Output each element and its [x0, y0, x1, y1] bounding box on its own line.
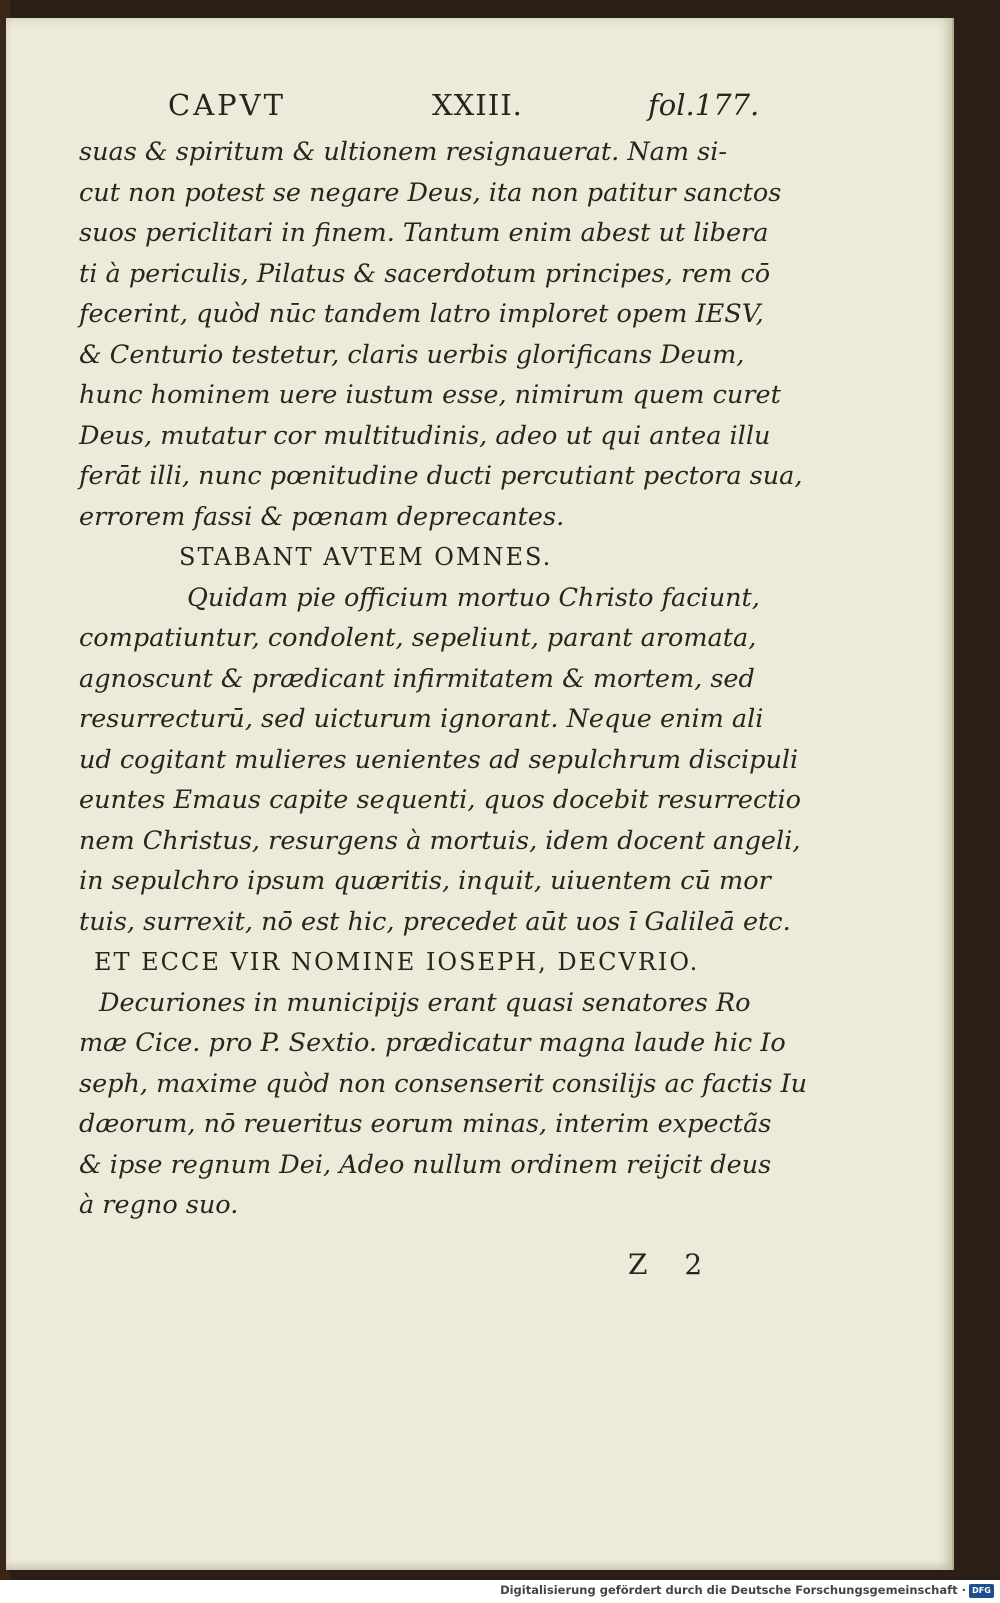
text-line: Deus, mutatur cor multitudinis, adeo ut qui antea illu — [79, 420, 771, 451]
text-line: resurrecturū, sed uicturum ignorant. Neque enim ali — [79, 704, 764, 734]
text-line: dæorum, nō reueritus eorum minas, interim expectãs — [79, 1109, 772, 1139]
text-line: agnoscunt & prædicant infirmitatem & mortem, sed — [79, 663, 755, 694]
dfg-logo-icon: DFG — [969, 1584, 994, 1598]
text-line: ti à periculis, Pilatus & sacerdotum principes, rem cō — [79, 258, 771, 289]
footer-bar — [0, 1580, 1000, 1603]
header-chapter-number: XXIII. — [432, 88, 523, 122]
text-line: fecerint, quòd nūc tandem latro imploret opem IESV, — [79, 299, 764, 329]
text-line: cut non potest se negare Deus, ita non patitur sanctos — [79, 177, 782, 208]
footer-credit: Digitalisierung gefördert durch die Deutsche Forschungsgemeinschaft · — [500, 1583, 966, 1597]
text-line: suos periclitari in finem. Tantum enim abest ut libera — [79, 218, 769, 248]
text-line: compatiuntur, condolent, sepeliunt, parant aromata, — [79, 623, 757, 653]
text-line: Quidam pie officium mortuo Christo faciunt, — [187, 582, 760, 613]
running-header — [0, 88, 1000, 128]
text-line: & Centurio testetur, claris uerbis glorificans Deum, — [79, 339, 745, 370]
section-heading: ET ECCE VIR NOMINE IOSEPH, DECVRIO. — [94, 948, 700, 976]
text-line: à regno suo. — [79, 1190, 239, 1220]
header-caput: CAPVT — [168, 88, 286, 122]
text-line: nem Christus, resurgens à mortuis, idem docent angeli, — [79, 825, 801, 856]
body-text — [79, 132, 808, 1226]
text-line: in sepulchro ipsum quæritis, inquit, uiuentem cū mor — [79, 866, 771, 896]
text-line: suas & spiritum & ultionem resignauerat. Nam si- — [79, 137, 728, 167]
text-line: & ipse regnum Dei, Adeo nullum ordinem reijcit deus — [79, 1149, 772, 1180]
text-line: tuis, surrexit, nō est hic, precedet aūt uos ī Galileā etc. — [79, 906, 791, 937]
text-line: errorem fassi & pœnam deprecantes. — [79, 501, 565, 532]
text-line: hunc hominem uere iustum esse, nimirum quem curet — [79, 380, 781, 410]
text-line: Decuriones in municipijs erant quasi senatores Ro — [99, 987, 751, 1018]
text-line: ud cogitant mulieres uenientes ad sepulchrum discipuli — [79, 744, 799, 775]
text-line: mæ Cice. pro P. Sextio. prædicatur magna laude hic Io — [79, 1028, 786, 1058]
section-heading: STABANT AVTEM OMNES. — [179, 543, 553, 571]
text-line: seph, maxime quòd non consenserit consilijs ac factis Iu — [79, 1068, 808, 1099]
signature-mark: Z 2 — [628, 1248, 717, 1281]
header-folio: fol.177. — [648, 88, 760, 122]
text-line: euntes Emaus capite sequenti, quos docebit resurrectio — [79, 785, 802, 815]
text-line: ferāt illi, nunc pœnitudine ducti percutiant pectora sua, — [79, 461, 803, 491]
